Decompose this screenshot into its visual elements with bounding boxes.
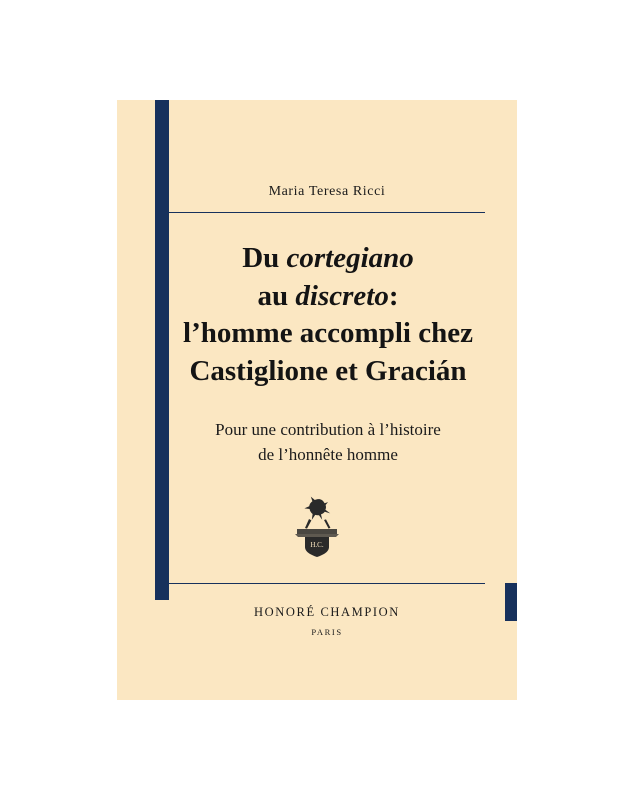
edge-accent-bar xyxy=(505,583,517,621)
publisher-city: PARIS xyxy=(311,627,343,637)
subtitle-line-1: Pour une contribution à l’histoire xyxy=(215,420,441,439)
publisher-name: HONORÉ CHAMPION xyxy=(254,605,400,619)
title-word-au: au xyxy=(257,279,296,312)
divider-top xyxy=(169,212,485,213)
subtitle-line-2: de l’honnête homme xyxy=(258,444,398,464)
book-cover xyxy=(117,100,517,700)
title-line-4: Castiglione et Gracián xyxy=(189,355,467,388)
publisher-block xyxy=(169,605,485,637)
title-word-cortegiano: cortegiano xyxy=(286,242,414,274)
cover-title xyxy=(157,240,499,391)
honore-champion-horse-crest-icon xyxy=(289,541,345,561)
title-word-du: Du xyxy=(242,242,287,274)
svg-text:H.C.: H.C. xyxy=(310,541,324,549)
title-line-1 xyxy=(157,240,499,278)
cover-author: Maria Teresa Ricci xyxy=(268,184,386,199)
publisher-logo xyxy=(117,495,517,562)
title-word-discreto: discreto xyxy=(295,279,389,312)
title-colon: : xyxy=(388,279,399,312)
title-line-2 xyxy=(157,278,499,316)
title-line-3: l’homme accompli chez xyxy=(183,317,473,350)
cover-subtitle xyxy=(157,418,499,467)
divider-bottom xyxy=(169,583,485,584)
